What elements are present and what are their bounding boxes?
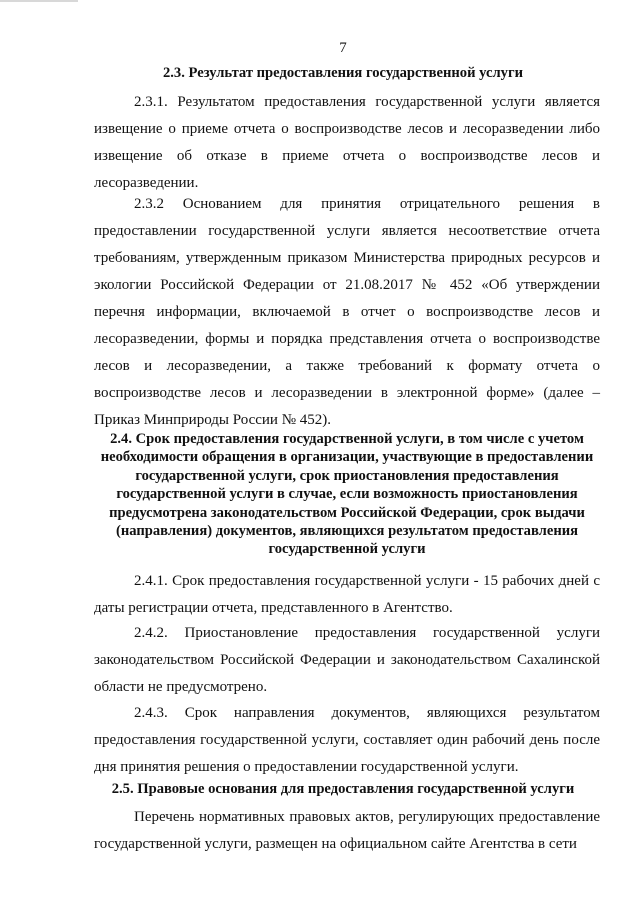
scan-edge-line: [0, 0, 78, 2]
page-number: 7: [339, 40, 347, 56]
section-2-5-heading: 2.5. Правовые основания для предоставления государственной услуги: [111, 781, 575, 797]
paragraph-2-4-1: 2.4.1. Срок предоставления государственной услуги - 15 рабочих дней с даты регистрации отчета, представленного в Агентство.: [94, 573, 600, 616]
paragraph-2-3-1: 2.3.1. Результатом предоставления государственной услуги является извещение о приеме отчета о воспроизводстве лесов и лесоразведении либо извещение об отказе в приеме отчета о воспроизводстве лесов и лесоразведении.: [94, 94, 600, 191]
paragraph-2-4-2: 2.4.2. Приостановление предоставления государственной услуги законодательством Российской Федерации и законодательством Сахалинской области не предусмотрено.: [94, 625, 600, 695]
section-2-4-heading: 2.4. Срок предоставления государственной услуги, в том числе с учетом необходимости обращения в организации, участвующие в предоставлении государственной услуги, срок приостановления предоставления государственной услуги в случае, если возможность приостановления предусмотрена законодательством Российской Федерации, срок выдачи (направления) документов, являющихся результатом предоставления государственной услуги: [100, 431, 594, 558]
paragraph-2-4-3: 2.4.3. Срок направления документов, являющихся результатом предоставления государственной услуги, составляет один рабочий день после дня принятия решения о предоставлении государственной услуги.: [94, 705, 600, 775]
paragraph-2-5-1: Перечень нормативных правовых актов, регулирующих предоставление государственной услуги, размещен на официальном сайте Агентства в сети: [94, 809, 600, 852]
paragraph-2-3-2: 2.3.2 Основанием для принятия отрицательного решения в предоставлении государственной услуги является несоответствие отчета требованиям, утвержденным приказом Министерства природных ресурсов и экологии Российской Федерации от 21.08.2017 № 452 «Об утверждении перечня информации, включаемой в отчет о воспроизводстве лесов и лесоразведении, формы и порядка представления отчета о воспроизводстве лесов и лесоразведении, а также требований к формату отчета о воспроизводстве лесов и лесоразведении в электронной форме» (далее – Приказ Минприроды России № 452).: [94, 196, 600, 428]
section-2-3-heading: 2.3. Результат предоставления государственной услуги: [162, 65, 524, 81]
